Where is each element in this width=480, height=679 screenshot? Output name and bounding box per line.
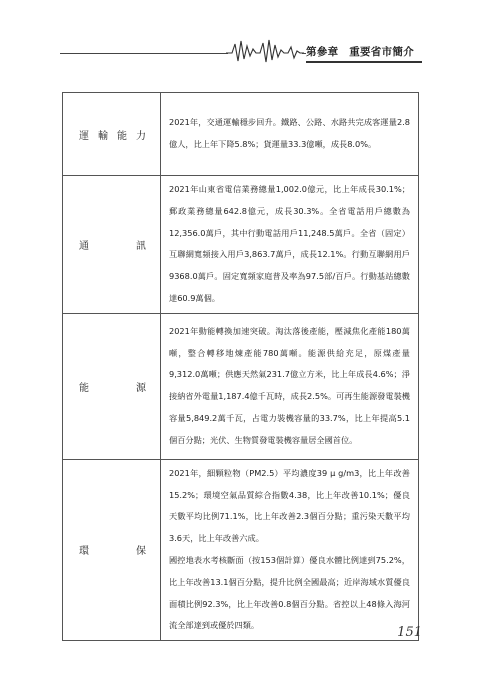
province-stats-table — [62, 92, 419, 641]
label-char: 輸 — [98, 130, 108, 142]
label-char: 環 — [79, 546, 89, 558]
label-char: 能 — [117, 130, 127, 142]
label-char: 保 — [136, 546, 146, 558]
table-row-transport — [63, 93, 419, 176]
label-char: 力 — [136, 130, 146, 142]
row-content — [161, 93, 419, 176]
table-row-energy — [63, 313, 419, 459]
row-content — [161, 459, 419, 640]
content-paragraph: 2021年，細顆粒物（PM2.5）平均濃度39 μ g/m3，比上年改善15.2%；環境空氣品質綜合指數4.38，比上年改善10.1%；優良天數平均比例71.1%，比上年改善2.3個百分點；重污染天數平均3.6天，比上年改善六成。 — [169, 467, 410, 544]
page-number: 151 — [397, 625, 422, 640]
header-rule-left — [60, 53, 228, 54]
row-content — [161, 313, 419, 459]
table-row-environment — [63, 459, 419, 640]
table-row-telecom — [63, 176, 419, 314]
label-char: 源 — [136, 382, 146, 394]
content-paragraph: 國控地表水考核斷面（按153個計算）優良水體比例達到75.2%，比上年改善13.1個百分點，提升比例全國最高；近岸海域水質優良面積比例92.3%，比上年改善0.8個百分點。省控以上48條入海河流全部達到或優於四類。 — [169, 554, 410, 631]
content-paragraph: 2021年，交通運輸穩步回升。鐵路、公路、水路共完成客運量2.8億人，比上年下降5.8%；貨運量33.3億噸，成長8.0%。 — [169, 117, 410, 149]
content-paragraph: 2021年山東省電信業務總量1,002.0億元，比上年成長30.1%；郵政業務總量642.8億元，成長30.3%。全省電話用戶總數為12,356.0萬戶，其中行動電話用戶11,248.5萬戶。全省（固定）互聯網寬頻接入用戶3,863.7萬戶，成長12.1%。行動互聯網用戶9368.0萬戶。固定寬頻家庭普及率為97.5部/百戶。行動基站總數達60.9萬個。 — [169, 184, 410, 303]
label-char: 通 — [79, 240, 89, 252]
label-char: 能 — [79, 382, 89, 394]
content-paragraph: 2021年動能轉換加速突破。淘汰落後產能，壓減焦化產能180萬噸，整合轉移地煉產能780萬噸。能源供給充足，原煤產量9,312.0萬噸；供應天然氣231.7億立方米，比上年成長4.6%；淨接納省外電量1,187.4億千瓦時，成長2.5%。可再生能源發電裝機容量5,849.2萬千瓦，占電力裝機容量的33.7%，比上年提高5.1個百分點；光伏、生物質發電裝機容量居全國首位。 — [169, 325, 410, 445]
header-wave-graphic — [226, 38, 304, 64]
row-label — [63, 313, 161, 459]
row-label — [63, 93, 161, 176]
label-char: 訊 — [136, 240, 146, 252]
row-label — [63, 459, 161, 640]
chapter-title: 第參章 重要省市簡介 — [306, 44, 422, 63]
row-label — [63, 176, 161, 314]
label-char: 運 — [79, 130, 89, 142]
row-content — [161, 176, 419, 314]
